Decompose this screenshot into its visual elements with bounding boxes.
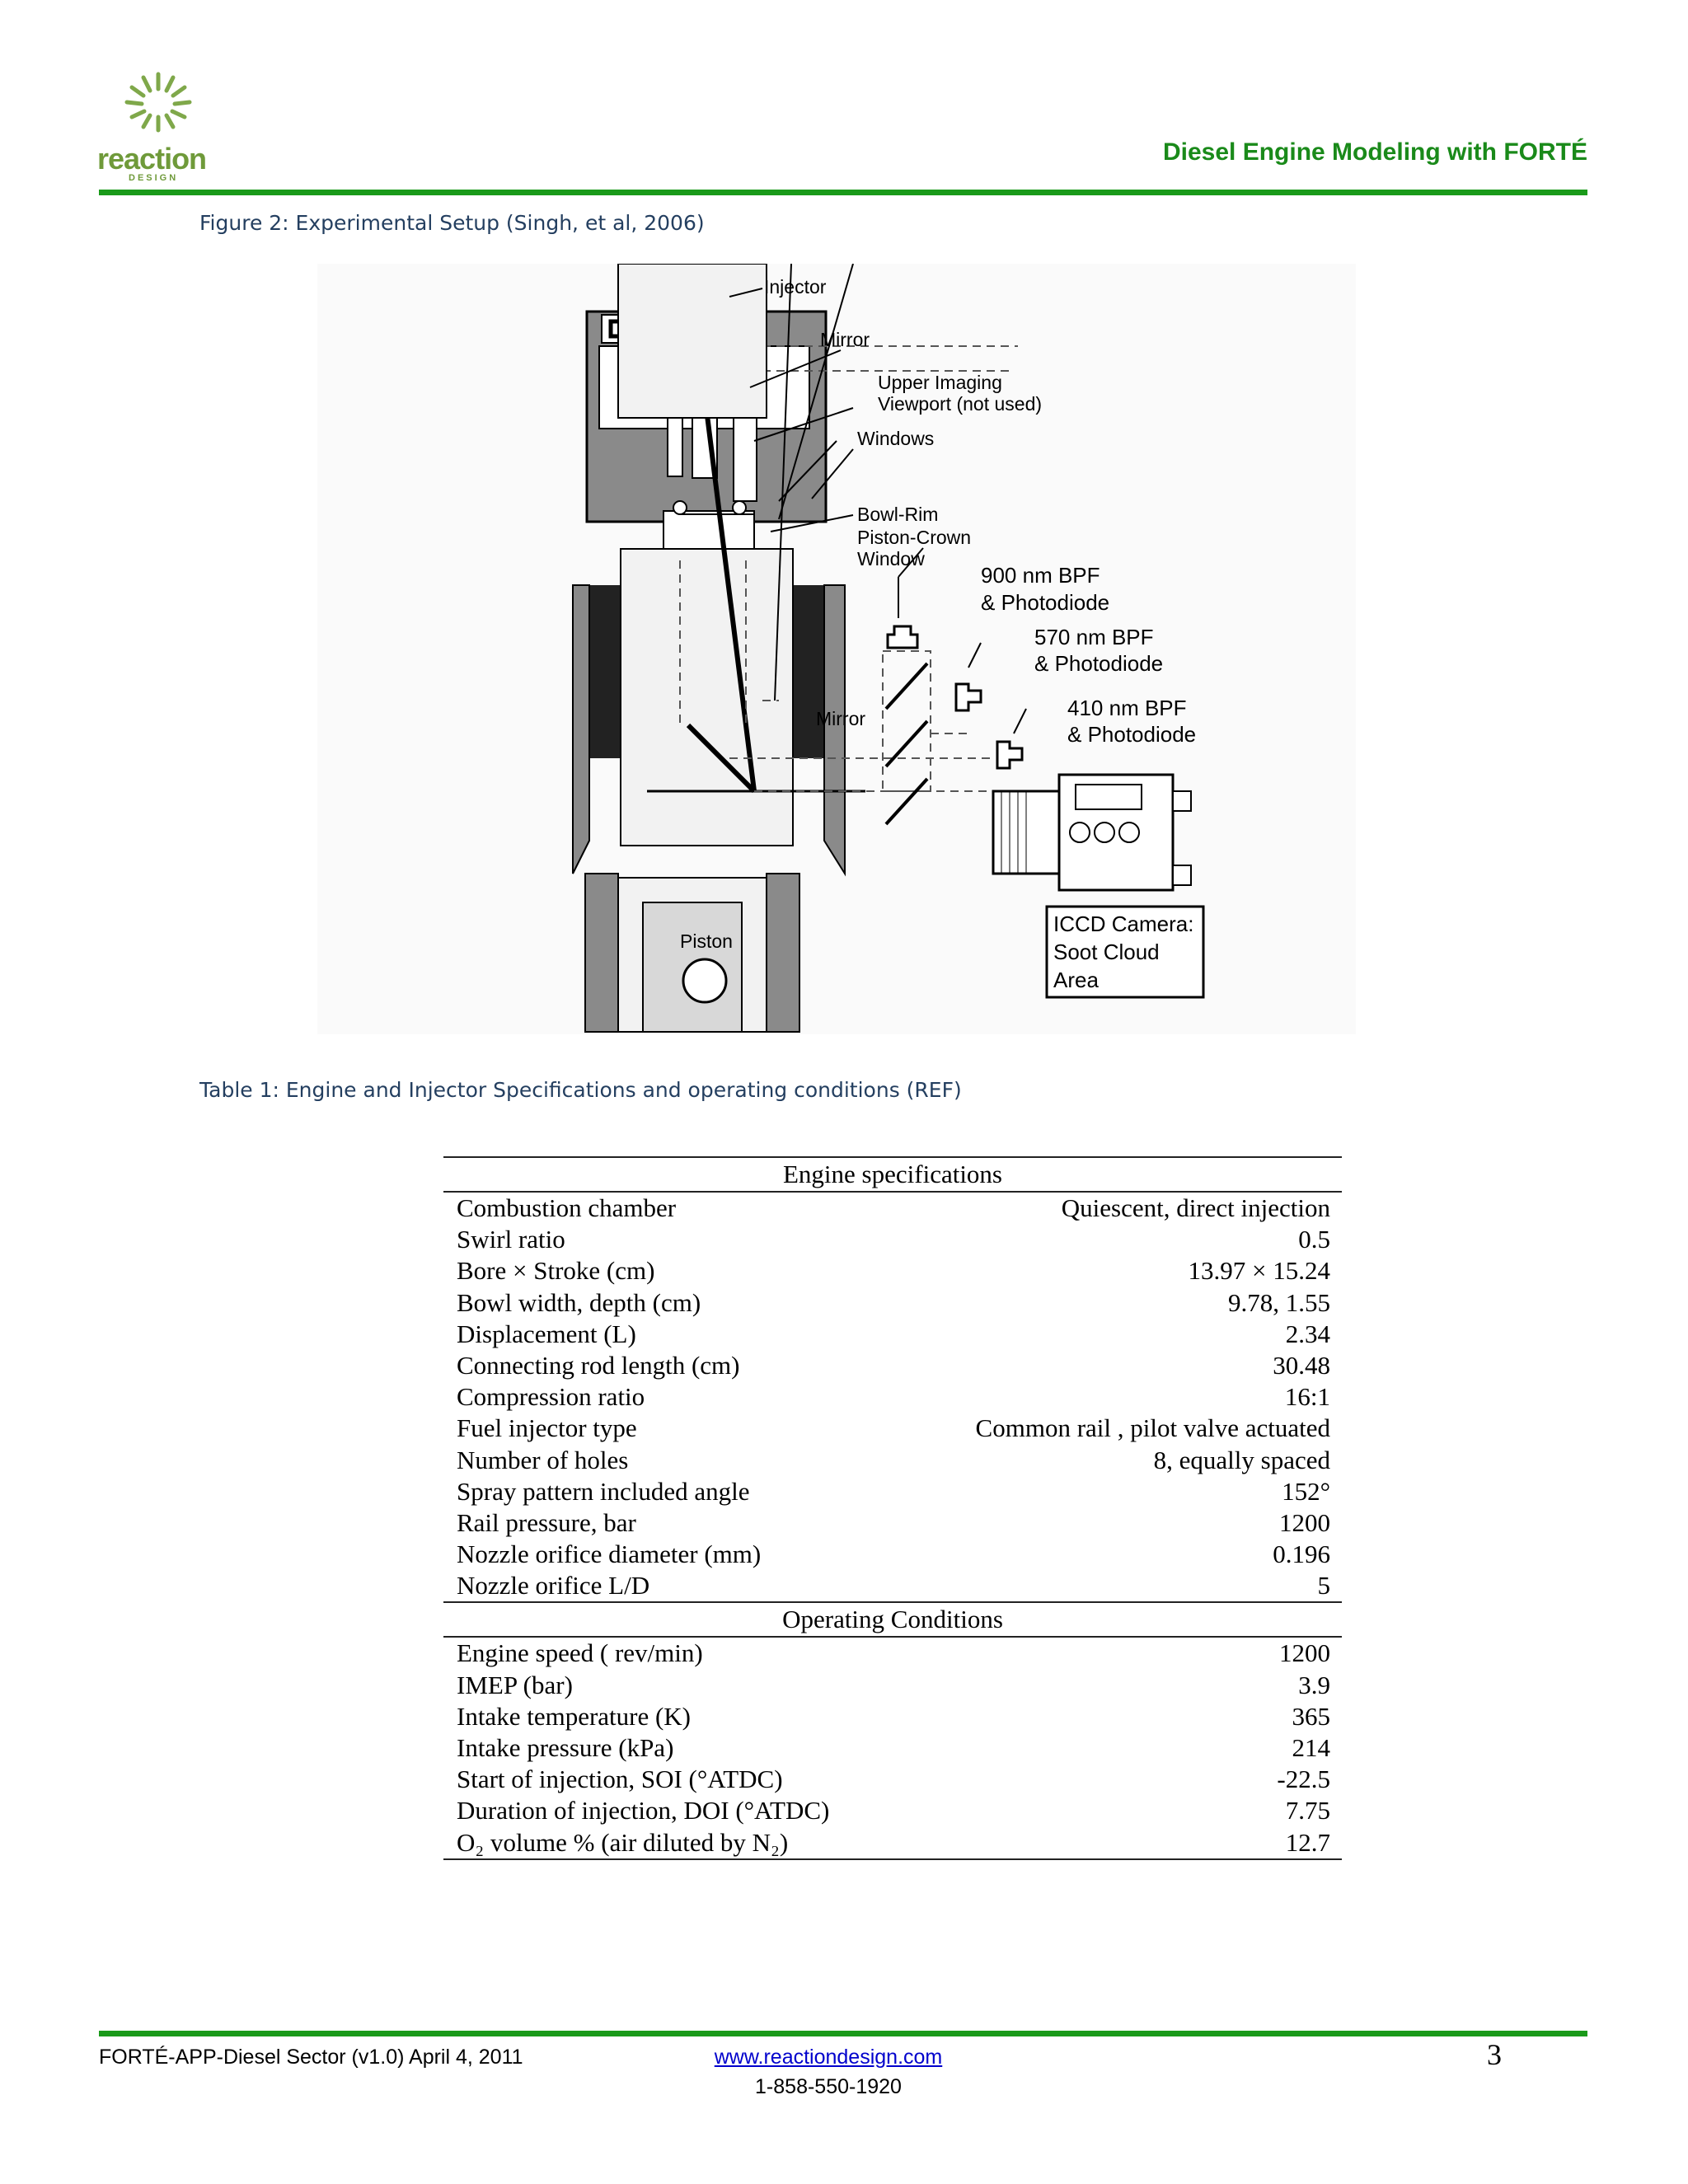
- row-label: Swirl ratio: [457, 1225, 565, 1254]
- row-value: Quiescent, direct injection: [1061, 1193, 1330, 1222]
- row-label: O₂ volume % (air diluted by N₂): [457, 1827, 789, 1857]
- row-label: Start of injection, SOI (°ATDC): [457, 1765, 783, 1794]
- row-label: IMEP (bar): [457, 1670, 573, 1699]
- table-caption: Table 1: Engine and Injector Specifications and operating conditions (REF): [199, 1078, 962, 1102]
- piston-pin: [683, 959, 726, 1002]
- cylinder-bore: [621, 549, 793, 846]
- label-bowl-rim: Bowl-Rim: [857, 504, 939, 525]
- table-bottom-rule: [443, 1858, 1342, 1860]
- table-row: [443, 1732, 1342, 1764]
- label-mirror-mid: Mirror: [816, 708, 866, 729]
- piston-crown-window: [663, 511, 754, 549]
- label-piston-crown-2: Window: [857, 548, 925, 569]
- row-label: Connecting rod length (cm): [457, 1350, 740, 1380]
- logo-wordmark: reaction: [97, 142, 207, 176]
- footer-document-id: FORTÉ-APP-Diesel Sector (v1.0) April 4, 2011: [99, 2046, 523, 2069]
- specifications-table: [443, 1156, 1342, 1860]
- label-mirror-top: Mirror: [820, 329, 870, 350]
- row-value: Common rail , pilot valve actuated: [975, 1413, 1330, 1443]
- row-value: 0.196: [1273, 1540, 1330, 1569]
- footer-divider: [99, 2031, 1587, 2036]
- row-label: Bowl width, depth (cm): [457, 1287, 701, 1317]
- row-label: Displacement (L): [457, 1319, 636, 1348]
- row-label: Fuel injector type: [457, 1413, 637, 1443]
- table-row: [443, 1476, 1342, 1507]
- row-label: Intake pressure (kPa): [457, 1733, 674, 1762]
- label-piston-crown-1: Piston-Crown: [857, 527, 972, 548]
- footer-website-row: [0, 2046, 1688, 2069]
- label-injector: Injector: [764, 276, 827, 298]
- footer-phone-row: [0, 2075, 1688, 2099]
- label-bpf570-1: 570 nm BPF: [1034, 625, 1154, 649]
- table-row: [443, 1381, 1342, 1413]
- label-bpf570-2: & Photodiode: [1034, 651, 1164, 676]
- photodiode-900-icon: [888, 626, 917, 648]
- label-camera-1: ICCD Camera:: [1053, 912, 1194, 936]
- row-value: 1200: [1279, 1507, 1330, 1537]
- label-camera-3: Area: [1053, 968, 1099, 992]
- header-divider: [99, 190, 1587, 195]
- table-row: [443, 1319, 1342, 1350]
- document-title: Diesel Engine Modeling with FORTÉ: [1162, 138, 1587, 166]
- table-row: [443, 1350, 1342, 1381]
- photodiode-570-icon: [956, 684, 981, 710]
- row-value: 2.34: [1285, 1319, 1330, 1348]
- row-label: Nozzle orifice L/D: [457, 1571, 650, 1601]
- figure-caption: Figure 2: Experimental Setup (Singh, et al, 2006): [199, 211, 705, 235]
- experimental-setup-figure: [317, 264, 1356, 1034]
- label-camera-2: Soot Cloud: [1053, 940, 1160, 964]
- label-upper-viewport-1: Upper Imaging: [878, 372, 1002, 393]
- row-value: -22.5: [1277, 1765, 1330, 1794]
- table-row: [443, 1638, 1342, 1669]
- table-row: [443, 1445, 1342, 1476]
- table-row: [443, 1539, 1342, 1570]
- operating-conditions-rows: [443, 1638, 1342, 1858]
- operating-conditions-heading: Operating Conditions: [782, 1605, 1003, 1634]
- row-label: Duration of injection, DOI (°ATDC): [457, 1796, 830, 1825]
- table-row: [443, 1795, 1342, 1826]
- row-label: Spray pattern included angle: [457, 1476, 750, 1506]
- label-upper-viewport-2: Viewport (not used): [878, 393, 1043, 415]
- row-value: 0.5: [1298, 1225, 1330, 1254]
- row-label: Number of holes: [457, 1445, 629, 1474]
- row-value: 365: [1292, 1701, 1330, 1731]
- label-bpf410-1: 410 nm BPF: [1067, 696, 1187, 720]
- table-row: [443, 1570, 1342, 1601]
- company-logo: [92, 69, 232, 193]
- table-row: [443, 1827, 1342, 1858]
- row-label: Compression ratio: [457, 1382, 645, 1412]
- row-value: 13.97 × 15.24: [1188, 1256, 1330, 1286]
- table-row: [443, 1287, 1342, 1319]
- row-value: 152°: [1282, 1476, 1330, 1506]
- row-value: 8, equally spaced: [1153, 1445, 1330, 1474]
- website-link[interactable]: www.reactiondesign.com: [714, 2046, 943, 2069]
- page-number: 3: [1487, 2038, 1502, 2071]
- logo-subtitle: DESIGN: [129, 173, 179, 183]
- label-bpf900-2: & Photodiode: [981, 590, 1110, 615]
- table-row: [443, 1764, 1342, 1795]
- row-value: 1200: [1279, 1638, 1330, 1668]
- engine-schematic: [317, 264, 1356, 1034]
- label-windows: Windows: [857, 428, 935, 449]
- label-piston: Piston: [680, 930, 733, 952]
- photodiode-410-icon: [997, 742, 1022, 768]
- row-value: 214: [1292, 1733, 1330, 1762]
- row-value: 7.75: [1285, 1796, 1330, 1825]
- row-value: 5: [1317, 1571, 1330, 1601]
- phone-number: 1-858-550-1920: [755, 2075, 902, 2098]
- row-value: 3.9: [1298, 1670, 1330, 1699]
- row-label: Combustion chamber: [457, 1193, 677, 1222]
- row-label: Nozzle orifice diameter (mm): [457, 1540, 762, 1569]
- table-row: [443, 1413, 1342, 1444]
- row-label: Bore × Stroke (cm): [457, 1256, 655, 1286]
- row-value: 16:1: [1284, 1382, 1330, 1412]
- table-row: [443, 1224, 1342, 1255]
- row-value: 12.7: [1285, 1827, 1330, 1857]
- table-row: [443, 1193, 1342, 1224]
- row-label: Rail pressure, bar: [457, 1507, 636, 1537]
- table-row: [443, 1507, 1342, 1539]
- row-value: 9.78, 1.55: [1228, 1287, 1330, 1317]
- engine-specs-rows: [443, 1193, 1342, 1601]
- table-row: [443, 1670, 1342, 1701]
- table-row: [443, 1255, 1342, 1286]
- engine-specs-heading: Engine specifications: [783, 1160, 1002, 1188]
- label-bpf410-2: & Photodiode: [1067, 722, 1197, 747]
- row-label: Engine speed ( rev/min): [457, 1638, 703, 1668]
- row-label: Intake temperature (K): [457, 1701, 692, 1731]
- row-value: 30.48: [1273, 1350, 1330, 1380]
- table-row: [443, 1701, 1342, 1732]
- label-bpf900-1: 900 nm BPF: [981, 563, 1100, 588]
